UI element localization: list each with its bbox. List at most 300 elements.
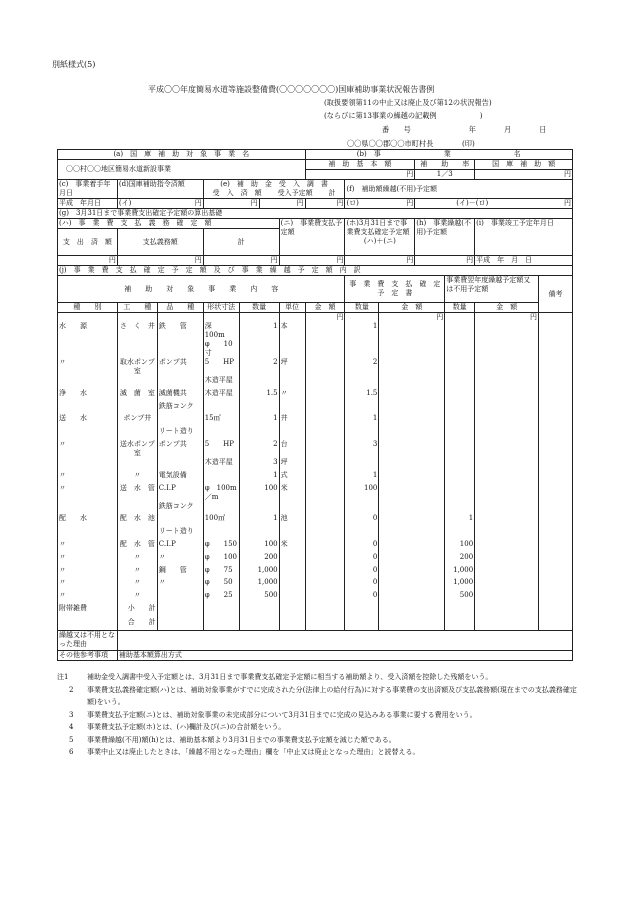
table-row <box>58 591 573 604</box>
cell-work: 〃 <box>117 566 157 579</box>
cell-kind <box>58 458 118 471</box>
cell-spec: 木造平屋 <box>203 389 239 402</box>
h-header: (h) 事業繰越(不用)予定額 <box>415 219 475 256</box>
cell-item: 鉄筋コンク <box>157 502 203 515</box>
cell-q2: 0 <box>345 553 379 566</box>
table-row <box>58 540 573 553</box>
cell-empty <box>305 502 345 515</box>
cell-qty: 1 <box>239 322 279 340</box>
cell-unit <box>279 376 305 389</box>
cell-q2: 1 <box>345 322 379 340</box>
cell-empty <box>379 471 445 484</box>
note-text: 事業費支払予定額(ホ)とは、(ハ)欄計及び(ニ)の合計額をいう。 <box>87 723 286 731</box>
cell-qty: 100 <box>239 540 279 553</box>
table-row <box>58 440 573 458</box>
cell-qty: 1 <box>239 471 279 484</box>
cell-work: 滅 菌 室 <box>117 389 157 402</box>
cell-empty <box>475 458 539 471</box>
cell-empty <box>539 358 573 376</box>
subsidy-rate-value: 1／3 <box>415 170 475 180</box>
cell-empty <box>475 591 539 604</box>
cell-empty <box>539 340 573 358</box>
cell-kind: 〃 <box>58 484 118 502</box>
cell-work: 〃 <box>117 578 157 591</box>
cell-q2: 0 <box>345 540 379 553</box>
cell-empty <box>379 440 445 458</box>
cell-empty <box>539 402 573 415</box>
cell-q3 <box>445 471 475 484</box>
note-item <box>57 709 577 722</box>
cell-empty <box>379 566 445 579</box>
cell-q3 <box>445 340 475 358</box>
table-row <box>58 389 573 402</box>
note-text: 事業費繰越(不用)額(h)とは、補助基本額より3月31日までの事業費支払予定額を減じた額である。 <box>87 735 396 744</box>
note-text: 補助金受入調書中受入予定額とは、3月31日まで事業費支払確定予定額に相当する補助額より、受入済額を控除した残額をいう。 <box>87 673 493 681</box>
received-unit: 円 <box>203 199 259 209</box>
cell-unit: 井 <box>279 414 305 427</box>
cell-work <box>117 502 157 515</box>
cell-spec: φ 150 <box>203 540 239 553</box>
c-start-date-header: (c) 事業着手年月日 <box>58 180 118 199</box>
note-number: 3 <box>69 710 74 719</box>
cell-item <box>157 514 203 527</box>
paid-unit: 円 <box>58 256 118 266</box>
e-scheduled: 受入予定額 <box>277 189 313 197</box>
table-row <box>58 458 573 471</box>
month-label: 月 <box>503 125 512 134</box>
cell-qty: 500 <box>239 591 279 604</box>
cell-item: 鉄 管 <box>157 322 203 340</box>
cell-empty <box>379 376 445 389</box>
table-row <box>58 527 573 540</box>
cell-q3 <box>445 427 475 440</box>
cell-item <box>157 414 203 427</box>
col-a-header: (a) 国 庫 補 助 対 象 事 業 名 <box>58 150 306 160</box>
cell-empty <box>379 553 445 566</box>
cell-item <box>157 376 203 389</box>
cell-empty <box>305 484 345 502</box>
other-value: 補助基本額算出方式 <box>117 651 572 661</box>
cell-empty <box>475 502 539 515</box>
cell-empty <box>305 458 345 471</box>
table-row <box>58 502 573 515</box>
cell-q3: 1 <box>445 514 475 527</box>
cell-qty: 1 <box>239 414 279 427</box>
ni-header: (ニ) 事業費支払予定額 <box>279 219 345 256</box>
ho-label: (ホ)3月31日まで事業費支払確定予定額 <box>346 219 410 236</box>
cell-empty <box>305 471 345 484</box>
cell-qty <box>239 427 279 440</box>
cell-spec: 深 100m <box>203 322 239 340</box>
cell-empty <box>475 484 539 502</box>
cell-empty <box>475 340 539 358</box>
cell-kind: 水 源 <box>58 322 118 340</box>
cell-empty <box>379 389 445 402</box>
cell-empty <box>539 527 573 540</box>
cell-unit: 〃 <box>279 389 305 402</box>
h-unit: 円 <box>415 256 475 266</box>
ha-header: (ハ) 事 業 費 支 払 義 務 確 定 額 <box>58 219 280 229</box>
cell-q2: 3 <box>345 440 379 458</box>
cell-unit <box>279 553 305 566</box>
cell-empty <box>475 514 539 527</box>
i-completion-header: (i) 事業竣工予定年月日 <box>475 219 573 256</box>
subsidy-base-unit: 円 <box>305 170 415 180</box>
cell-q3 <box>445 484 475 502</box>
cell-unit <box>279 340 305 358</box>
cell-empty <box>379 540 445 553</box>
total-label: 合 計 <box>117 618 157 631</box>
subtotal-label: 小 計 <box>117 604 157 618</box>
cell-work: 〃 <box>117 553 157 566</box>
unit-header: 単位 <box>279 303 305 313</box>
cell-empty <box>305 414 345 427</box>
cell-q2 <box>345 402 379 415</box>
cell-empty <box>305 440 345 458</box>
table-row <box>58 402 573 415</box>
cell-item: 電気設備 <box>157 471 203 484</box>
cell-empty <box>539 458 573 471</box>
cell-q2 <box>345 376 379 389</box>
cell-empty <box>539 502 573 515</box>
subsidy-rate-header: 補 助 率 <box>415 160 475 170</box>
cell-work: 送 水 管 <box>117 484 157 502</box>
cell-empty <box>305 540 345 553</box>
cell-q2 <box>345 340 379 358</box>
j-breakdown-header: (j) 事 業 費 支 払 確 定 予 定 額 及 び 事 業 繰 越 予 定 額 内 訳 <box>58 266 573 276</box>
cell-q3 <box>445 402 475 415</box>
d-directive-header: (d)国庫補助指令済額 <box>117 180 203 199</box>
qty-header: 数量 <box>239 303 279 313</box>
cell-unit: 式 <box>279 471 305 484</box>
cell-empty <box>539 566 573 579</box>
cell-kind: 〃 <box>58 358 118 376</box>
cell-item <box>157 458 203 471</box>
cell-qty: 1,000 <box>239 566 279 579</box>
report-table <box>57 149 573 661</box>
cell-empty <box>475 402 539 415</box>
cell-spec: 木造平屋 <box>203 458 239 471</box>
obligated-unit: 円 <box>117 256 203 266</box>
cell-empty <box>379 514 445 527</box>
cell-unit: 米 <box>279 484 305 502</box>
note-number: 4 <box>69 723 74 731</box>
cell-unit: 坪 <box>279 358 305 376</box>
cell-qty: 3 <box>239 458 279 471</box>
cell-unit <box>279 427 305 440</box>
cell-spec: φ 75 <box>203 566 239 579</box>
ha-total-unit: 円 <box>203 256 279 266</box>
cell-spec <box>203 471 239 484</box>
obligated-header: 支払義務額 <box>117 229 203 256</box>
cell-work: 取水ポンプ室 <box>117 358 157 376</box>
note-text: 事業費支払義務確定額(ハ)とは、補助対象事業がすでに完成された分(法律上の給付行為)に対する事業費の支出済額及び支払義務額(現在までの支払義務確定額)をいう。 <box>87 685 577 706</box>
cell-kind: 配 水 <box>58 514 118 527</box>
note-item <box>57 746 577 759</box>
cell-empty <box>475 566 539 579</box>
subsidy-base-header: 補 助 基 本 額 <box>305 160 415 170</box>
e-received: 受 入 済 額 <box>212 189 262 197</box>
cell-empty <box>379 527 445 540</box>
cell-item: 鉄筋コンク <box>157 402 203 415</box>
cell-empty <box>305 591 345 604</box>
number-label: 番 号 <box>382 125 411 134</box>
cell-empty <box>475 540 539 553</box>
cell-spec: φ 100m／m <box>203 484 239 502</box>
reason-label: 繰越又は不用となった理由 <box>58 631 118 651</box>
number-line <box>382 125 562 135</box>
ro-label: (ロ) <box>346 199 359 207</box>
cell-spec: φ 25 <box>203 591 239 604</box>
cell-work: ポンプ井 <box>117 414 157 427</box>
remarks-header: 備考 <box>539 276 573 313</box>
cell-work <box>117 402 157 415</box>
cell-empty <box>539 414 573 427</box>
cell-q2: 0 <box>345 514 379 527</box>
i-label: (イ) <box>118 199 132 207</box>
national-subsidy-header: 国 庫 補 助 額 <box>475 160 573 170</box>
amount3-unit: 円 <box>475 313 539 323</box>
cell-spec: 5 HP <box>203 358 239 376</box>
table-row <box>58 553 573 566</box>
national-subsidy-unit: 円 <box>475 170 573 180</box>
table-row <box>58 427 573 440</box>
cell-empty <box>379 427 445 440</box>
f-carryover-header: (f) 補助額繰越(不用)予定額 <box>345 180 573 199</box>
cell-q3 <box>445 376 475 389</box>
cell-empty <box>379 502 445 515</box>
cell-qty: 2 <box>239 358 279 376</box>
cell-kind: 〃 <box>58 440 118 458</box>
ho-formula: (ハ)＋(ニ) <box>363 237 396 245</box>
cell-spec <box>203 502 239 515</box>
qty3-header: 数量 <box>445 303 475 313</box>
table-row <box>58 414 573 427</box>
year-label: 年 <box>468 125 476 134</box>
cell-empty <box>379 458 445 471</box>
cell-work: 配 水 管 <box>117 540 157 553</box>
cell-empty <box>379 414 445 427</box>
cell-kind <box>58 502 118 515</box>
cell-unit <box>279 566 305 579</box>
ro-amount <box>345 199 415 209</box>
subtitle-1: (取扱要領第11の中止又は廃止及び第12の状況報告) <box>324 98 492 107</box>
cell-empty <box>379 322 445 340</box>
cell-qty: 2 <box>239 440 279 458</box>
cell-q3 <box>445 414 475 427</box>
cell-empty <box>379 591 445 604</box>
cell-empty <box>539 540 573 553</box>
cell-item <box>157 340 203 358</box>
cell-empty <box>539 553 573 566</box>
cell-unit: 米 <box>279 540 305 553</box>
cell-kind: 〃 <box>58 540 118 553</box>
cell-unit: 坪 <box>279 458 305 471</box>
cell-item: 〃 <box>157 553 203 566</box>
heisei-date: 平成 年月日 <box>58 199 118 209</box>
note-item <box>57 734 577 747</box>
cell-q3 <box>445 458 475 471</box>
table-row <box>58 578 573 591</box>
cell-unit <box>279 591 305 604</box>
table-row <box>58 484 573 502</box>
cell-item: 〃 <box>157 578 203 591</box>
cell-empty <box>539 322 573 340</box>
amount2-unit: 円 <box>379 313 445 323</box>
cell-empty <box>305 389 345 402</box>
cell-q2: 100 <box>345 484 379 502</box>
table-row <box>58 566 573 579</box>
cell-empty <box>475 322 539 340</box>
carryover-header: 事業費翌年度繰越予定額又は不用予定額 <box>445 276 539 303</box>
cell-qty <box>239 527 279 540</box>
i-unit: 円 <box>194 199 202 207</box>
cell-work <box>117 458 157 471</box>
cell-q3: 200 <box>445 553 475 566</box>
cell-spec: φ 50 <box>203 578 239 591</box>
cell-item: 滅菌機共 <box>157 389 203 402</box>
cell-empty <box>305 527 345 540</box>
i-minus-ro <box>415 199 573 209</box>
i-minus-ro-unit: 円 <box>564 199 571 207</box>
cell-kind: 〃 <box>58 553 118 566</box>
cell-qty <box>239 340 279 358</box>
cell-unit: 本 <box>279 322 305 340</box>
cell-work: 配 水 池 <box>117 514 157 527</box>
cell-unit <box>279 402 305 415</box>
cell-q3 <box>445 502 475 515</box>
cell-q2 <box>345 502 379 515</box>
e-title: (e) 補 助 金 受 入 調 書 <box>220 180 328 188</box>
paid-header: 支 出 済 額 <box>58 229 118 256</box>
cell-q3: 500 <box>445 591 475 604</box>
cell-spec: 100㎥ <box>203 514 239 527</box>
cell-spec <box>203 427 239 440</box>
cell-spec: φ 10寸 <box>203 340 239 358</box>
cell-kind: 〃 <box>58 471 118 484</box>
cell-empty <box>475 471 539 484</box>
cell-q2: 1 <box>345 471 379 484</box>
notes <box>57 671 577 759</box>
table-row <box>58 322 573 340</box>
cell-qty <box>239 502 279 515</box>
cell-empty <box>539 484 573 502</box>
cell-q2: 1 <box>345 414 379 427</box>
cell-empty <box>475 427 539 440</box>
cell-empty <box>475 414 539 427</box>
cell-q2: 0 <box>345 578 379 591</box>
cell-kind <box>58 402 118 415</box>
cell-spec: φ 100 <box>203 553 239 566</box>
note-item <box>57 671 577 684</box>
cell-qty: 1,000 <box>239 578 279 591</box>
cell-empty <box>379 578 445 591</box>
cell-kind: 〃 <box>58 578 118 591</box>
total-unit: 円 <box>305 199 345 209</box>
scheduled-unit: 円 <box>259 199 305 209</box>
cell-kind: 〃 <box>58 591 118 604</box>
amount-header: 金 額 <box>305 303 345 313</box>
cell-qty: 1.5 <box>239 389 279 402</box>
table-row <box>58 471 573 484</box>
cell-spec <box>203 402 239 415</box>
cell-q3: 100 <box>445 540 475 553</box>
cell-empty <box>475 440 539 458</box>
confirm-scheduled-header: 事 業 費 支 払 確 定 予 定 書 <box>345 276 445 303</box>
cell-item: ポンプ共 <box>157 358 203 376</box>
cell-empty <box>305 340 345 358</box>
subtitle-2: (ならびに第13事業の繰越の記載例 ) <box>324 111 483 120</box>
cell-empty <box>305 566 345 579</box>
note-number: 注1 <box>57 673 69 681</box>
ro-unit: 円 <box>406 199 414 207</box>
cell-work: 送水ポンプ室 <box>117 440 157 458</box>
cell-work <box>117 376 157 389</box>
cell-empty <box>305 514 345 527</box>
qty2-header: 数量 <box>345 303 379 313</box>
cell-empty <box>539 471 573 484</box>
cell-work <box>117 427 157 440</box>
cell-item: ポンプ共 <box>157 440 203 458</box>
cell-qty: 200 <box>239 553 279 566</box>
table-row <box>58 514 573 527</box>
cell-q2: 0 <box>345 591 379 604</box>
day-label: 日 <box>539 125 547 134</box>
cell-empty <box>539 514 573 527</box>
cell-q3 <box>445 322 475 340</box>
cell-kind: 〃 <box>58 566 118 579</box>
cell-empty <box>379 340 445 358</box>
col-b-header: (b) 事 業 名 <box>305 150 572 160</box>
cell-empty <box>539 591 573 604</box>
amount2-header: 金 額 <box>379 303 445 313</box>
cell-empty <box>305 376 345 389</box>
ho-header <box>345 219 415 256</box>
cell-empty <box>475 376 539 389</box>
project-name: 〇〇村〇〇地区簡易水道新設事業 <box>58 160 306 180</box>
object-content-header: 補 助 対 象 事 業 内 容 <box>58 276 345 303</box>
cell-empty <box>539 578 573 591</box>
spec-header: 形状寸法 <box>203 303 239 313</box>
e-total: 計 <box>328 189 336 197</box>
note-text: 事業費支払予定額(ニ)とは、補助対象事業の未完成部分について3月31日までに完成の見込みある事業に要する費用をいう。 <box>87 710 477 719</box>
cell-work: さ く 井 <box>117 322 157 340</box>
cell-empty <box>305 553 345 566</box>
cell-q3: 1,000 <box>445 566 475 579</box>
cell-q2 <box>345 458 379 471</box>
other-label: その他参考事項 <box>58 651 118 661</box>
note-text: 事業中止又は廃止したときは、「繰越不用となった理由」欄を「中止又は廃止となった理由」と読替える。 <box>87 748 420 756</box>
cell-qty: 1 <box>239 514 279 527</box>
cell-unit <box>279 527 305 540</box>
cell-unit: 池 <box>279 514 305 527</box>
table-row <box>58 376 573 389</box>
cell-kind <box>58 376 118 389</box>
table-row <box>58 340 573 358</box>
cell-empty <box>475 527 539 540</box>
cell-empty <box>305 358 345 376</box>
i-amount <box>117 199 203 209</box>
cell-unit <box>279 502 305 515</box>
cell-q2 <box>345 427 379 440</box>
cell-qty <box>239 402 279 415</box>
signer: 〇〇県〇〇郡〇〇市町村長 (印) <box>347 139 475 148</box>
cell-item: リート造り <box>157 427 203 440</box>
item-header: 品 種 <box>157 303 203 313</box>
cell-item: リート造り <box>157 527 203 540</box>
cell-kind <box>58 340 118 358</box>
cell-empty <box>539 427 573 440</box>
